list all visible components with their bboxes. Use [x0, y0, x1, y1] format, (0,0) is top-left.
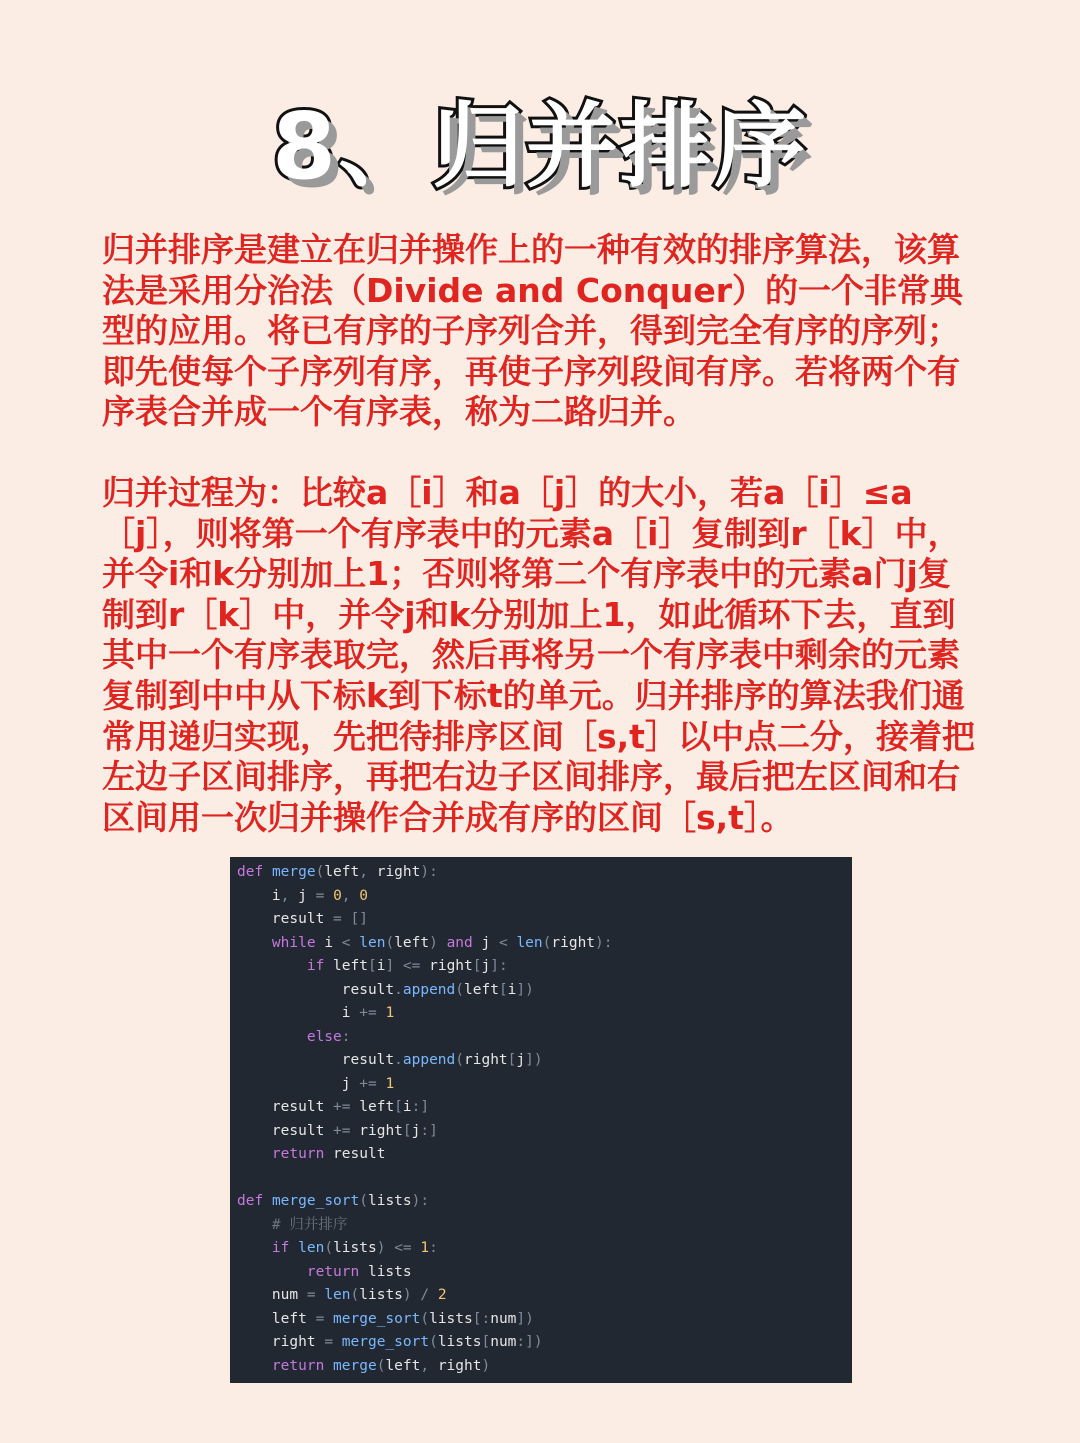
code-line: result.append(left[i]) — [341, 981, 534, 998]
code-line: right = merge_sort(lists[num:]) — [271, 1334, 543, 1350]
process-paragraph: 归并过程为：比较a［i］和a［j］的大小，若a［i］≤a［j］，则将第一个有序表中的元素a［i］复制到r［k］中，并令i和k分别加上1；否则将第二个有序表中的元素a门j复制到r［k］中，并令j和k分别加上1，如此循环下去，直到其中一个有序表取完，然后再将另一个有序表中剩余的元素复制到中中从下标k到下标t的单元。归并排序的算法我们通常用递归实现，先把待排序区间［s,t］以中点二分，接着把左边子区间排序，再把右边子区间排序，最后把左区间和右区间用一次归并操作合并成有序的区间［s,t］。 — [102, 473, 975, 837]
code-line: else: — [306, 1028, 351, 1045]
code-block — [230, 857, 852, 1383]
code-line: result += right[j:] — [271, 1122, 438, 1139]
code-line: result.append(right[j]) — [341, 1052, 543, 1068]
code-line: def merge(left, right): — [237, 864, 438, 880]
code-line: i += 1 — [341, 1005, 395, 1021]
code-line: def merge_sort(lists): — [237, 1193, 430, 1209]
code-line: j += 1 — [341, 1075, 395, 1092]
code-line: while i < len(left) and j < len(right): — [271, 934, 613, 951]
code-line — [237, 1167, 852, 1191]
code-line: # 归并排序 — [271, 1216, 348, 1233]
code-line: left = merge_sort(lists[:num]) — [271, 1310, 534, 1327]
code-line: num = len(lists) / 2 — [271, 1287, 447, 1303]
code-line: return lists — [306, 1263, 412, 1280]
code-line: return result — [271, 1146, 386, 1162]
code-line: if len(lists) <= 1: — [271, 1240, 438, 1256]
code-line: i, j = 0, 0 — [271, 887, 368, 904]
page-title: 8、归并排序 — [271, 93, 808, 200]
intro-paragraph: 归并排序是建立在归并操作上的一种有效的排序算法，该算法是采用分治法（Divide and Conquer）的一个非常典型的应用。将已有序的子序列合并，得到完全有序的序列；即先使每个子序列有序，再使子序列段间有序。若将两个有序表合并成一个有序表，称为二路归并。 — [102, 230, 964, 432]
code-line: if left[i] <= right[j]: — [306, 958, 508, 974]
title-area — [0, 92, 1080, 202]
code-line: result += left[i:] — [271, 1099, 430, 1115]
code-line: return merge(left, right) — [271, 1357, 491, 1374]
code-line: result = [] — [271, 911, 368, 927]
